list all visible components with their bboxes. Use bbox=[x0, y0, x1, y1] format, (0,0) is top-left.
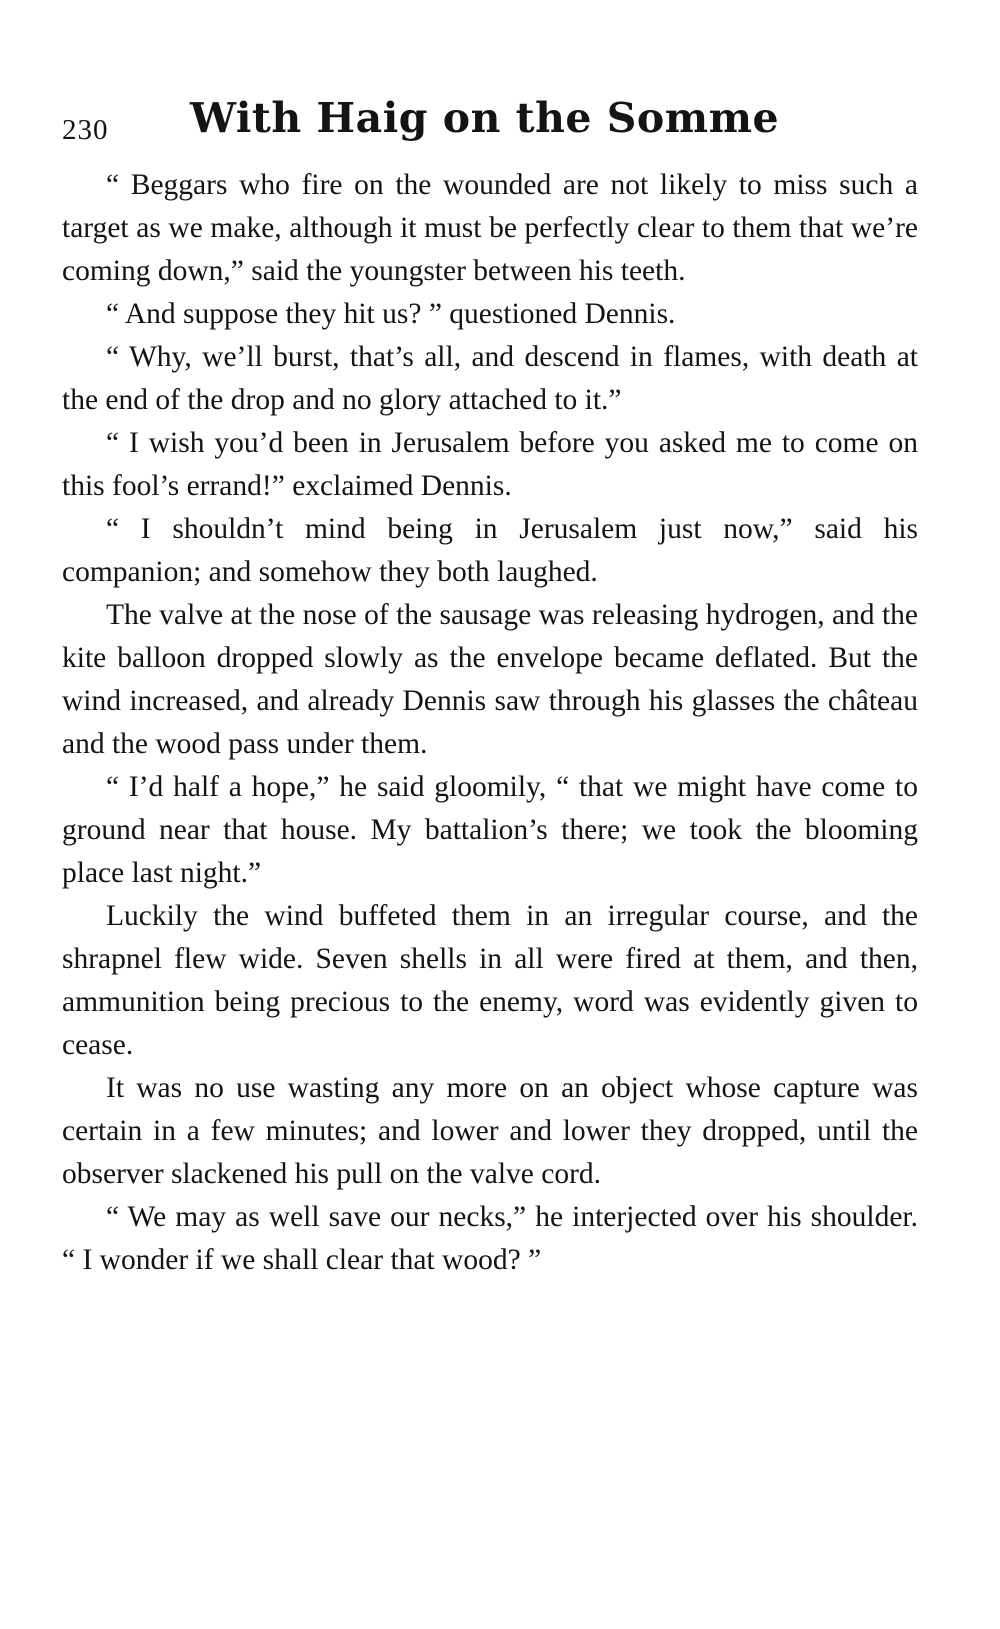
paragraph: “ I’d half a hope,” he said gloomily, “ that we might have come to ground near that house. My battalion’s there; we took the blooming place last night.” bbox=[62, 771, 918, 889]
paragraph: “ Beggars who fire on the wounded are not likely to miss such a target as we make, although it must be perfectly clear to them that we’re coming down,” said the youngster between his teeth. bbox=[62, 169, 918, 287]
body-text bbox=[62, 164, 918, 1282]
paragraph: “ And suppose they hit us? ” questioned Dennis. bbox=[106, 298, 676, 330]
running-head bbox=[62, 94, 922, 154]
paragraph: Luckily the wind buffeted them in an irregular course, and the shrapnel flew wide. Seven shells in all were fired at them, and then, ammunition being precious to the enemy, word was evidently given to cease. bbox=[62, 900, 918, 1061]
paragraph: “ I shouldn’t mind being in Jerusalem just now,” said his companion; and somehow they both laughed. bbox=[62, 513, 918, 588]
paragraph: “ I wish you’d been in Jerusalem before you asked me to come on this fool’s errand!” exclaimed Dennis. bbox=[62, 427, 918, 502]
paragraph: “ Why, we’ll burst, that’s all, and descend in flames, with death at the end of the drop and no glory attached to it.” bbox=[62, 341, 918, 416]
paragraph: It was no use wasting any more on an object whose capture was certain in a few minutes; and lower and lower they dropped, until the observer slackened his pull on the valve cord. bbox=[62, 1072, 918, 1190]
paragraph: The valve at the nose of the sausage was releasing hydrogen, and the kite balloon dropped slowly as the envelope became deflated. But the wind increased, and already Dennis saw through his glasses the château and the wood pass under them. bbox=[62, 599, 918, 760]
running-title: With Haig on the Somme bbox=[190, 94, 780, 142]
paragraph: “ We may as well save our necks,” he interjected over his shoulder. “ I wonder if we shall clear that wood? ” bbox=[62, 1201, 918, 1276]
page-number: 230 bbox=[62, 114, 109, 146]
